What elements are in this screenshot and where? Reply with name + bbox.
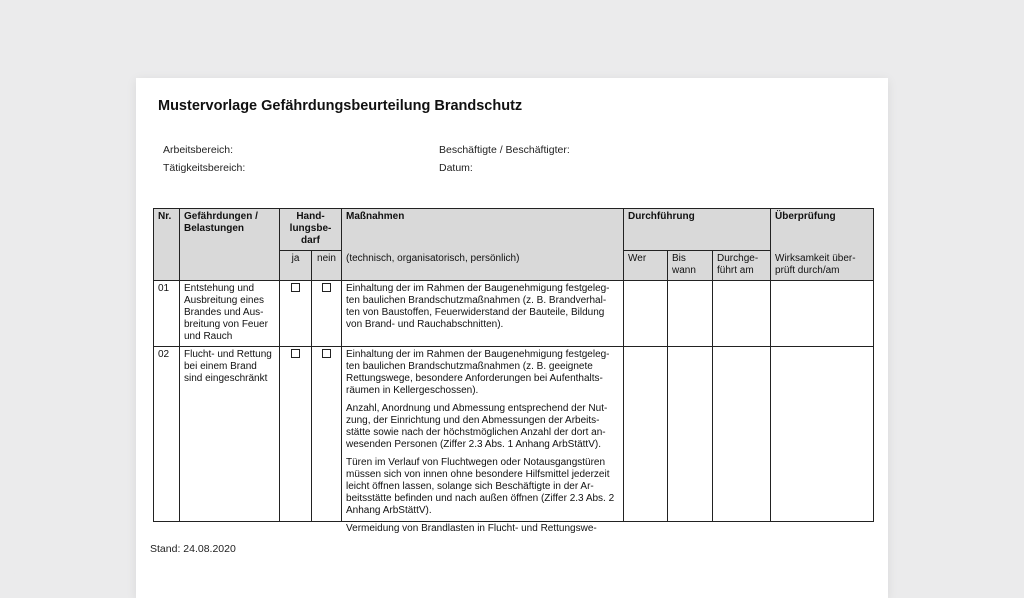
row-massnahmen bbox=[342, 347, 624, 534]
checkbox-square[interactable] bbox=[291, 349, 300, 358]
header-row-top bbox=[154, 209, 874, 251]
massnahme-paragraph: Einhaltung der im Rahmen der Baugenehmigung festgeleg-ten baulichen Brandschutzmaßnahmen (z. B. geeignete Rettungswege, besondere Anforderungen bei Aufenthalts-räumen in Kellergeschossen). bbox=[346, 349, 610, 396]
table-row bbox=[154, 281, 874, 347]
header-durchfuehrung: Durchführung bbox=[624, 209, 771, 251]
massnahme-paragraph: Vermeidung von Brandlasten in Flucht- und Rettungswe- bbox=[346, 523, 597, 534]
checkbox-ja[interactable] bbox=[280, 281, 312, 347]
header-massnahmen-sub: (technisch, organisatorisch, persönlich) bbox=[342, 251, 624, 281]
cell-bis-wann[interactable] bbox=[668, 281, 713, 347]
field-beschaeftigte: Beschäftigte / Beschäftigter: bbox=[439, 144, 570, 156]
header-bis-wann: Bis wann bbox=[668, 251, 713, 281]
header-wirksamkeit: Wirksamkeit über-prüft durch/am bbox=[771, 251, 874, 281]
checkbox-square[interactable] bbox=[322, 349, 331, 358]
table-row bbox=[154, 347, 874, 522]
header-durchgefuehrt-am: Durchge-führt am bbox=[713, 251, 771, 281]
header-gefaehrdungen-cont bbox=[180, 251, 280, 281]
cell-wer[interactable] bbox=[624, 347, 668, 522]
row-massnahmen bbox=[342, 281, 624, 347]
row-nr: 02 bbox=[154, 347, 180, 522]
header-ueberpruefung: Überprüfung bbox=[771, 209, 874, 251]
cell-wirksamkeit[interactable] bbox=[771, 347, 874, 522]
cell-wer[interactable] bbox=[624, 281, 668, 347]
risk-assessment-table bbox=[153, 208, 874, 534]
document-footer-date: Stand: 24.08.2020 bbox=[150, 543, 236, 555]
checkbox-nein[interactable] bbox=[312, 347, 342, 522]
checkbox-square[interactable] bbox=[322, 283, 331, 292]
checkbox-ja[interactable] bbox=[280, 347, 312, 522]
header-wer: Wer bbox=[624, 251, 668, 281]
header-gefaehrdungen: Gefährdungen / Belastungen bbox=[180, 209, 280, 251]
checkbox-square[interactable] bbox=[291, 283, 300, 292]
row-gefaehrdung: Flucht- und Rettung bei einem Brand sind eingeschränkt bbox=[180, 347, 280, 522]
cell-durchgefuehrt-am[interactable] bbox=[713, 281, 771, 347]
field-datum: Datum: bbox=[439, 162, 473, 174]
massnahmen-content bbox=[346, 349, 619, 534]
header-nein: nein bbox=[312, 251, 342, 281]
header-nr-cont bbox=[154, 251, 180, 281]
header-massnahmen: Maßnahmen bbox=[342, 209, 624, 251]
field-arbeitsbereich: Arbeitsbereich: bbox=[163, 144, 234, 156]
massnahme-paragraph: Anzahl, Anordnung und Abmessung entsprechend der Nut-zung, der Einrichtung und den Abmessungen der Arbeits-stätte sowie nach der höchstmöglichen Anzahl der dort an-wesenden Personen (Ziffer 2.3 Abs. 1 Anhang ArbStättV). bbox=[346, 403, 608, 450]
checkbox-nein[interactable] bbox=[312, 281, 342, 347]
row-nr: 01 bbox=[154, 281, 180, 347]
field-taetigkeitsbereich: Tätigkeitsbereich: bbox=[163, 162, 246, 174]
row-gefaehrdung: Entstehung und Ausbreitung eines Brandes und Aus-breitung von Feuer und Rauch bbox=[180, 281, 280, 347]
document-page bbox=[136, 78, 888, 598]
massnahme-paragraph: Türen im Verlauf von Fluchtwegen oder Notausgangstüren müssen sich von innen ohne besondere Hilfsmittel jederzeit leicht öffnen lassen, solange sich Beschäftigte in der Ar-beitsstätte befinden und nach außen öffnen (Ziffer 2.3 Abs. 2 Anhang ArbStättV). bbox=[346, 457, 615, 516]
page-title: Mustervorlage Gefährdungsbeurteilung Brandschutz bbox=[158, 98, 523, 114]
cell-bis-wann[interactable] bbox=[668, 347, 713, 522]
cell-durchgefuehrt-am[interactable] bbox=[713, 347, 771, 522]
header-nr: Nr. bbox=[154, 209, 180, 251]
massnahme-paragraph: Einhaltung der im Rahmen der Baugenehmigung festgeleg-ten baulichen Brandschutzmaßnahmen (z. B. Brandverhal-ten von Baustoffen, Feuerwiderstand der Bauteile, Bildung von Brand- und Rauchabschnitten). bbox=[346, 283, 610, 330]
header-ja: ja bbox=[280, 251, 312, 281]
cell-wirksamkeit[interactable] bbox=[771, 281, 874, 347]
header-handlungsbedarf: Hand-lungsbe-darf bbox=[280, 209, 342, 251]
header-row-sub bbox=[154, 251, 874, 281]
